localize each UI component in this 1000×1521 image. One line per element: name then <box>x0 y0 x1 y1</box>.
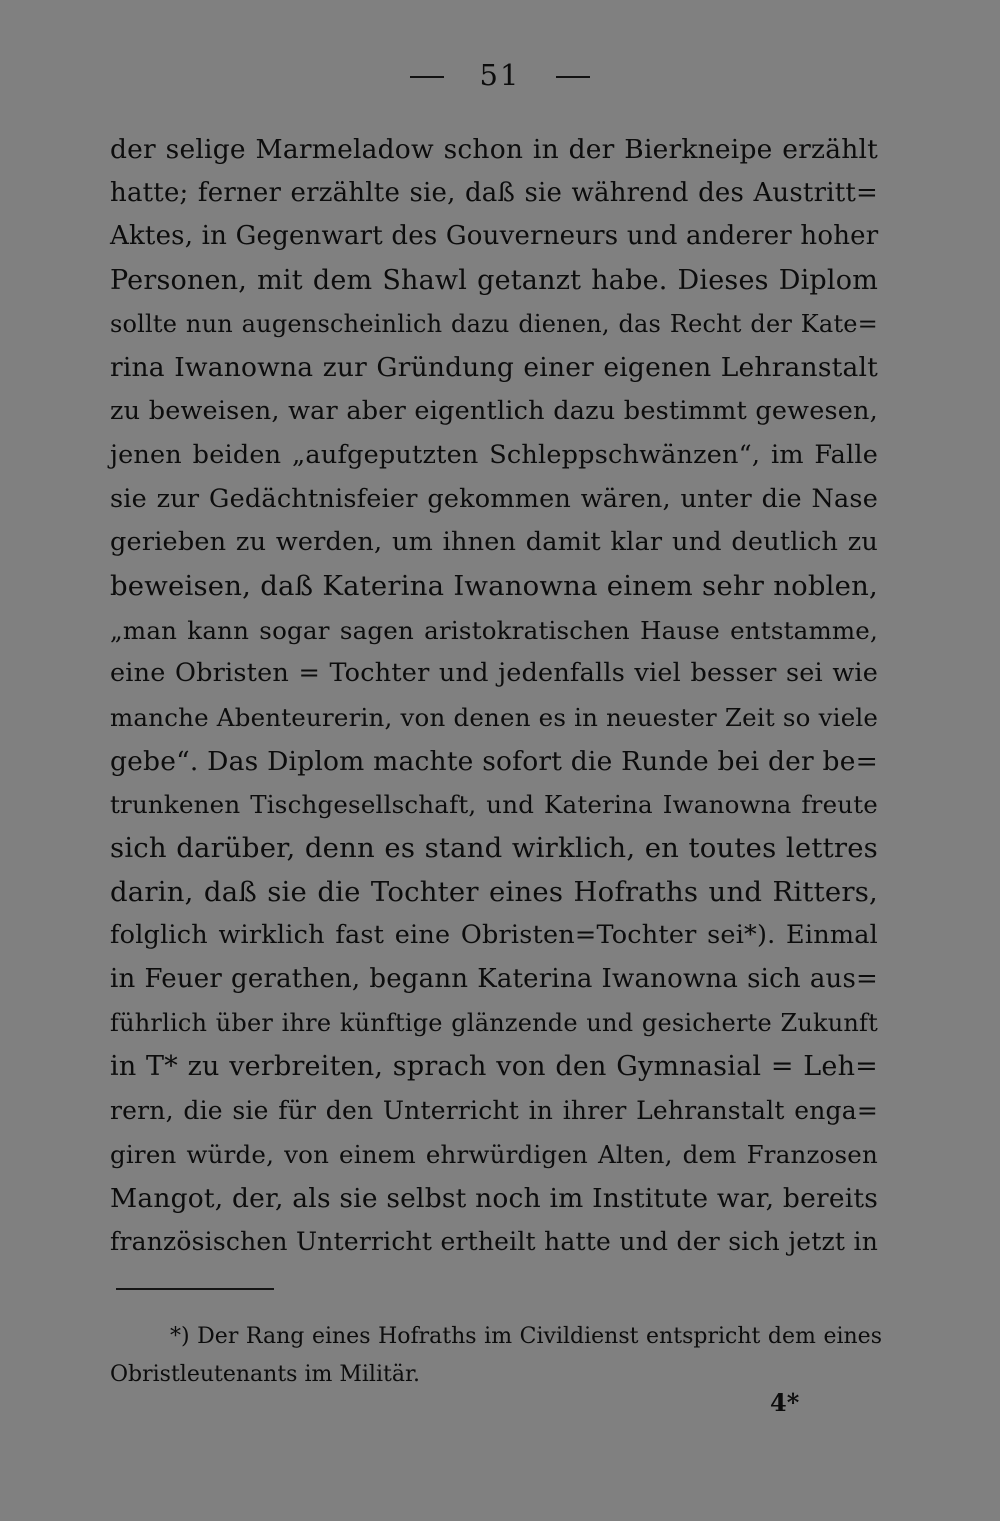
text-line: in Feuer gerathen, begann Katerina Iwanowna sich aus= <box>110 964 878 995</box>
text-line: giren würde, von einem ehrwürdigen Alten, dem Franzosen <box>110 1139 878 1169</box>
text-line: zu beweisen, war aber eigentlich dazu bestimmt gewesen, <box>110 396 878 427</box>
footnote-line: Obristleutenants im Militär. <box>110 1362 421 1387</box>
text-line: beweisen, daß Katerina Iwanowna einem sehr noblen, <box>110 569 878 602</box>
text-line: der selige Marmeladow schon in der Bierkneipe erzählt <box>110 134 878 165</box>
text-line: folglich wirklich fast eine Obristen=Tochter sei*). Einmal <box>110 920 878 951</box>
text-line: rina Iwanowna zur Gründung einer eigenen Lehranstalt <box>110 352 878 384</box>
text-line: sich darüber, denn es stand wirklich, en toutes lettres <box>110 832 878 864</box>
page-number: 51 <box>479 58 521 92</box>
footnote-separator <box>116 1288 274 1290</box>
text-line: führlich über ihre künftige glänzende und gesicherte Zukunft <box>110 1008 878 1037</box>
header-dash-right <box>556 76 590 78</box>
text-line: „man kann sogar sagen aristokratischen Hause entstamme, <box>110 615 878 645</box>
footnote-line: *) Der Rang eines Hofraths im Civildienst entspricht dem eines <box>170 1324 882 1349</box>
text-line: Mangot, der, als sie selbst noch im Institute war, bereits <box>110 1182 879 1214</box>
text-line: manche Abenteurerin, von denen es in neuester Zeit so viele <box>110 702 879 732</box>
footnote <box>110 1318 882 1394</box>
text-line: darin, daß sie die Tochter eines Hofraths und Ritters, <box>110 875 878 908</box>
text-line: Personen, mit dem Shawl getanzt habe. Dieses Diplom <box>110 265 878 297</box>
text-line: rern, die sie für den Unterricht in ihrer Lehranstalt enga= <box>110 1096 878 1126</box>
header-dash-left <box>410 76 444 78</box>
text-line: gebe“. Das Diplom machte sofort die Runde bei der be= <box>110 745 878 777</box>
text-line: in T* zu verbreiten, sprach von den Gymnasial = Leh= <box>110 1051 878 1083</box>
text-line: jenen beiden „aufgeputzten Schleppschwänzen“, im Falle <box>110 439 878 470</box>
page-header <box>0 58 1000 92</box>
text-line: sollte nun augenscheinlich dazu dienen, das Recht der Kate= <box>110 309 878 338</box>
text-line: gerieben zu werden, um ihnen damit klar und deutlich zu <box>110 527 878 558</box>
text-line: französischen Unterricht ertheilt hatte und der sich jetzt in <box>110 1227 878 1257</box>
text-line: Aktes, in Gegenwart des Gouverneurs und anderer hoher <box>110 221 879 252</box>
text-line: hatte; ferner erzählte sie, daß sie während des Austritt= <box>110 177 878 208</box>
text-line: eine Obristen = Tochter und jedenfalls viel besser sei wie <box>110 658 878 689</box>
printer-signature: 4* <box>770 1388 800 1417</box>
text-line: sie zur Gedächtnisfeier gekommen wären, unter die Nase <box>110 483 878 514</box>
main-text <box>110 128 878 1264</box>
text-line: trunkenen Tischgesellschaft, und Katerina Iwanowna freute <box>110 790 878 820</box>
